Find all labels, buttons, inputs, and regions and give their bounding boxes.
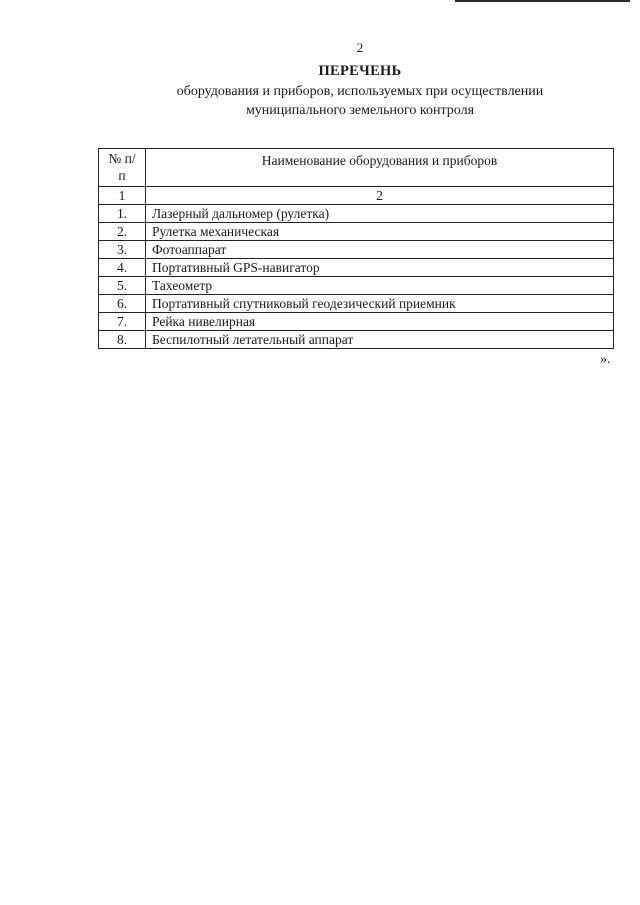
table-row [99,205,614,223]
row-name: Беспилотный летательный аппарат [146,331,614,349]
table-header-row [99,149,614,187]
document-subtitle [40,82,640,120]
header-name: Наименование оборудования и приборов [146,149,614,187]
row-name: Рулетка механическая [146,223,614,241]
row-number: 2. [99,223,146,241]
table-row [99,277,614,295]
page-number: 2 [356,40,364,55]
subtitle-line-2: муниципального земельного контроля [245,103,475,118]
table-row [99,313,614,331]
scan-edge-mark [455,0,630,2]
header-number [99,149,146,187]
row-number: 8. [99,331,146,349]
row-number: 3. [99,241,146,259]
header-number-label: № п/п [108,151,136,183]
row-number: 5. [99,277,146,295]
table-row [99,295,614,313]
row-number: 4. [99,259,146,277]
column-index-1: 1 [99,187,146,205]
column-index-2: 2 [146,187,614,205]
row-name: Рейка нивелирная [146,313,614,331]
table-row [99,223,614,241]
row-number: 1. [99,205,146,223]
table-row [99,241,614,259]
row-name: Портативный GPS-навигатор [146,259,614,277]
table-row [99,331,614,349]
row-number: 6. [99,295,146,313]
equipment-table [98,148,614,349]
row-name: Портативный спутниковый геодезический приемник [146,295,614,313]
row-name: Фотоаппарат [146,241,614,259]
row-name: Тахеометр [146,277,614,295]
column-index-row [99,187,614,205]
table-row [99,259,614,277]
row-number: 7. [99,313,146,331]
document-title: ПЕРЕЧЕНЬ [318,63,402,79]
subtitle-line-1: оборудования и приборов, используемых при осуществлении [176,84,544,99]
row-name: Лазерный дальномер (рулетка) [146,205,614,223]
closing-quote-mark: ». [600,352,611,367]
